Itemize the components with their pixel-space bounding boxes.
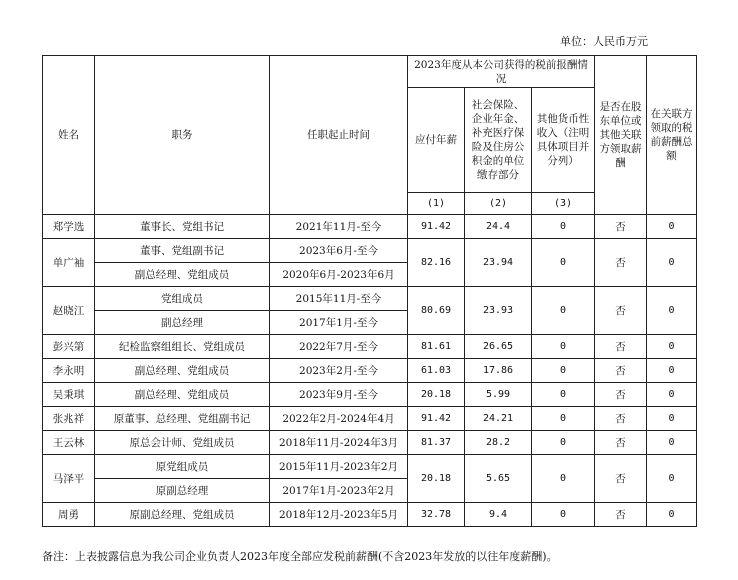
term-cell: 2018年11月-2024年3月 (270, 431, 408, 455)
term-cell: 2023年2月-至今 (270, 359, 408, 383)
other-cell: 0 (532, 503, 595, 527)
header-col3: (3) (532, 193, 595, 215)
related-cell: 0 (647, 383, 697, 407)
shareholder-cell: 否 (595, 503, 647, 527)
shareholder-cell: 否 (595, 383, 647, 407)
position-cell: 董事、党组副书记 (95, 239, 270, 263)
header-col1: (1) (408, 193, 465, 215)
salary-cell: 80.69 (408, 287, 465, 335)
salary-cell: 91.42 (408, 407, 465, 431)
position-cell: 副总经理、党组成员 (95, 359, 270, 383)
footnote: 备注：上表披露信息为我公司企业负责人2023年度全部应发税前薪酬(不含2023年发放的以往年度薪酬)。 (42, 550, 558, 563)
position-cell: 董事长、党组书记 (95, 215, 270, 239)
shareholder-cell: 否 (595, 431, 647, 455)
term-cell: 2018年12月-2023年5月 (270, 503, 408, 527)
name-cell: 李永明 (43, 359, 95, 383)
related-cell: 0 (647, 455, 697, 503)
shareholder-cell: 否 (595, 215, 647, 239)
table-row (43, 431, 697, 455)
shareholder-cell: 否 (595, 335, 647, 359)
social-cell: 24.21 (465, 407, 532, 431)
social-cell: 5.65 (465, 455, 532, 503)
name-cell: 马泽平 (43, 455, 95, 503)
other-cell: 0 (532, 335, 595, 359)
header-related: 在关联方领取的税前薪酬总额 (647, 56, 697, 215)
other-cell: 0 (532, 239, 595, 287)
table-row (43, 359, 697, 383)
social-cell: 9.4 (465, 503, 532, 527)
name-cell: 吴秉琪 (43, 383, 95, 407)
social-cell: 5.99 (465, 383, 532, 407)
header-position: 职务 (95, 56, 270, 215)
salary-cell: 20.18 (408, 383, 465, 407)
table-row (43, 287, 697, 311)
name-cell: 周勇 (43, 503, 95, 527)
salary-cell: 32.78 (408, 503, 465, 527)
position-cell: 副总经理 (95, 311, 270, 335)
salary-cell: 91.42 (408, 215, 465, 239)
salary-cell: 81.61 (408, 335, 465, 359)
term-cell: 2022年2月-2024年4月 (270, 407, 408, 431)
position-cell: 原董事、总经理、党组副书记 (95, 407, 270, 431)
table-row (43, 239, 697, 263)
term-cell: 2023年9月-至今 (270, 383, 408, 407)
name-cell: 彭兴第 (43, 335, 95, 359)
related-cell: 0 (647, 287, 697, 335)
related-cell: 0 (647, 239, 697, 287)
other-cell: 0 (532, 287, 595, 335)
table-row (43, 503, 697, 527)
term-cell: 2020年6月-2023年6月 (270, 263, 408, 287)
position-cell: 副总经理、党组成员 (95, 383, 270, 407)
header-group: 2023年度从本公司获得的税前报酬情况 (408, 56, 595, 88)
shareholder-cell: 否 (595, 407, 647, 431)
social-cell: 28.2 (465, 431, 532, 455)
name-cell: 王云林 (43, 431, 95, 455)
table-row (43, 407, 697, 431)
term-cell: 2015年11月-至今 (270, 287, 408, 311)
position-cell: 原党组成员 (95, 455, 270, 479)
social-cell: 23.94 (465, 239, 532, 287)
social-cell: 24.4 (465, 215, 532, 239)
salary-cell: 20.18 (408, 455, 465, 503)
position-cell: 原副总经理、党组成员 (95, 503, 270, 527)
header-col2: (2) (465, 193, 532, 215)
table-body (43, 215, 697, 527)
position-cell: 党组成员 (95, 287, 270, 311)
position-cell: 原副总经理 (95, 479, 270, 503)
header-other: 其他货币性收入（注明具体项目并分列） (532, 88, 595, 193)
related-cell: 0 (647, 359, 697, 383)
social-cell: 17.86 (465, 359, 532, 383)
header-salary: 应付年薪 (408, 88, 465, 193)
position-cell: 副总经理、党组成员 (95, 263, 270, 287)
term-cell: 2017年1月-至今 (270, 311, 408, 335)
term-cell: 2021年11月-至今 (270, 215, 408, 239)
header-term: 任职起止时间 (270, 56, 408, 215)
term-cell: 2015年11月-2023年2月 (270, 455, 408, 479)
name-cell: 单广袖 (43, 239, 95, 287)
header-social: 社会保险、企业年金、补充医疗保险及住房公积金的单位缴存部分 (465, 88, 532, 193)
salary-cell: 61.03 (408, 359, 465, 383)
table-row (43, 455, 697, 479)
related-cell: 0 (647, 431, 697, 455)
position-cell: 原总会计师、党组成员 (95, 431, 270, 455)
shareholder-cell: 否 (595, 239, 647, 287)
unit-label: 单位：人民币万元 (560, 35, 648, 48)
other-cell: 0 (532, 431, 595, 455)
other-cell: 0 (532, 215, 595, 239)
related-cell: 0 (647, 335, 697, 359)
shareholder-cell: 否 (595, 359, 647, 383)
related-cell: 0 (647, 407, 697, 431)
salary-cell: 82.16 (408, 239, 465, 287)
header-shareholder: 是否在股东单位或其他关联方领取薪酬 (595, 56, 647, 215)
shareholder-cell: 否 (595, 287, 647, 335)
salary-cell: 81.37 (408, 431, 465, 455)
social-cell: 23.93 (465, 287, 532, 335)
shareholder-cell: 否 (595, 455, 647, 503)
table-row (43, 215, 697, 239)
other-cell: 0 (532, 455, 595, 503)
name-cell: 郑学选 (43, 215, 95, 239)
name-cell: 张兆祥 (43, 407, 95, 431)
related-cell: 0 (647, 215, 697, 239)
name-cell: 赵晓江 (43, 287, 95, 335)
header-name: 姓名 (43, 56, 95, 215)
other-cell: 0 (532, 383, 595, 407)
social-cell: 26.65 (465, 335, 532, 359)
other-cell: 0 (532, 359, 595, 383)
table-row (43, 335, 697, 359)
other-cell: 0 (532, 407, 595, 431)
term-cell: 2022年7月-至今 (270, 335, 408, 359)
salary-table (42, 55, 697, 527)
term-cell: 2017年1月-2023年2月 (270, 479, 408, 503)
position-cell: 纪检监察组组长、党组成员 (95, 335, 270, 359)
related-cell: 0 (647, 503, 697, 527)
table-row (43, 383, 697, 407)
term-cell: 2023年6月-至今 (270, 239, 408, 263)
